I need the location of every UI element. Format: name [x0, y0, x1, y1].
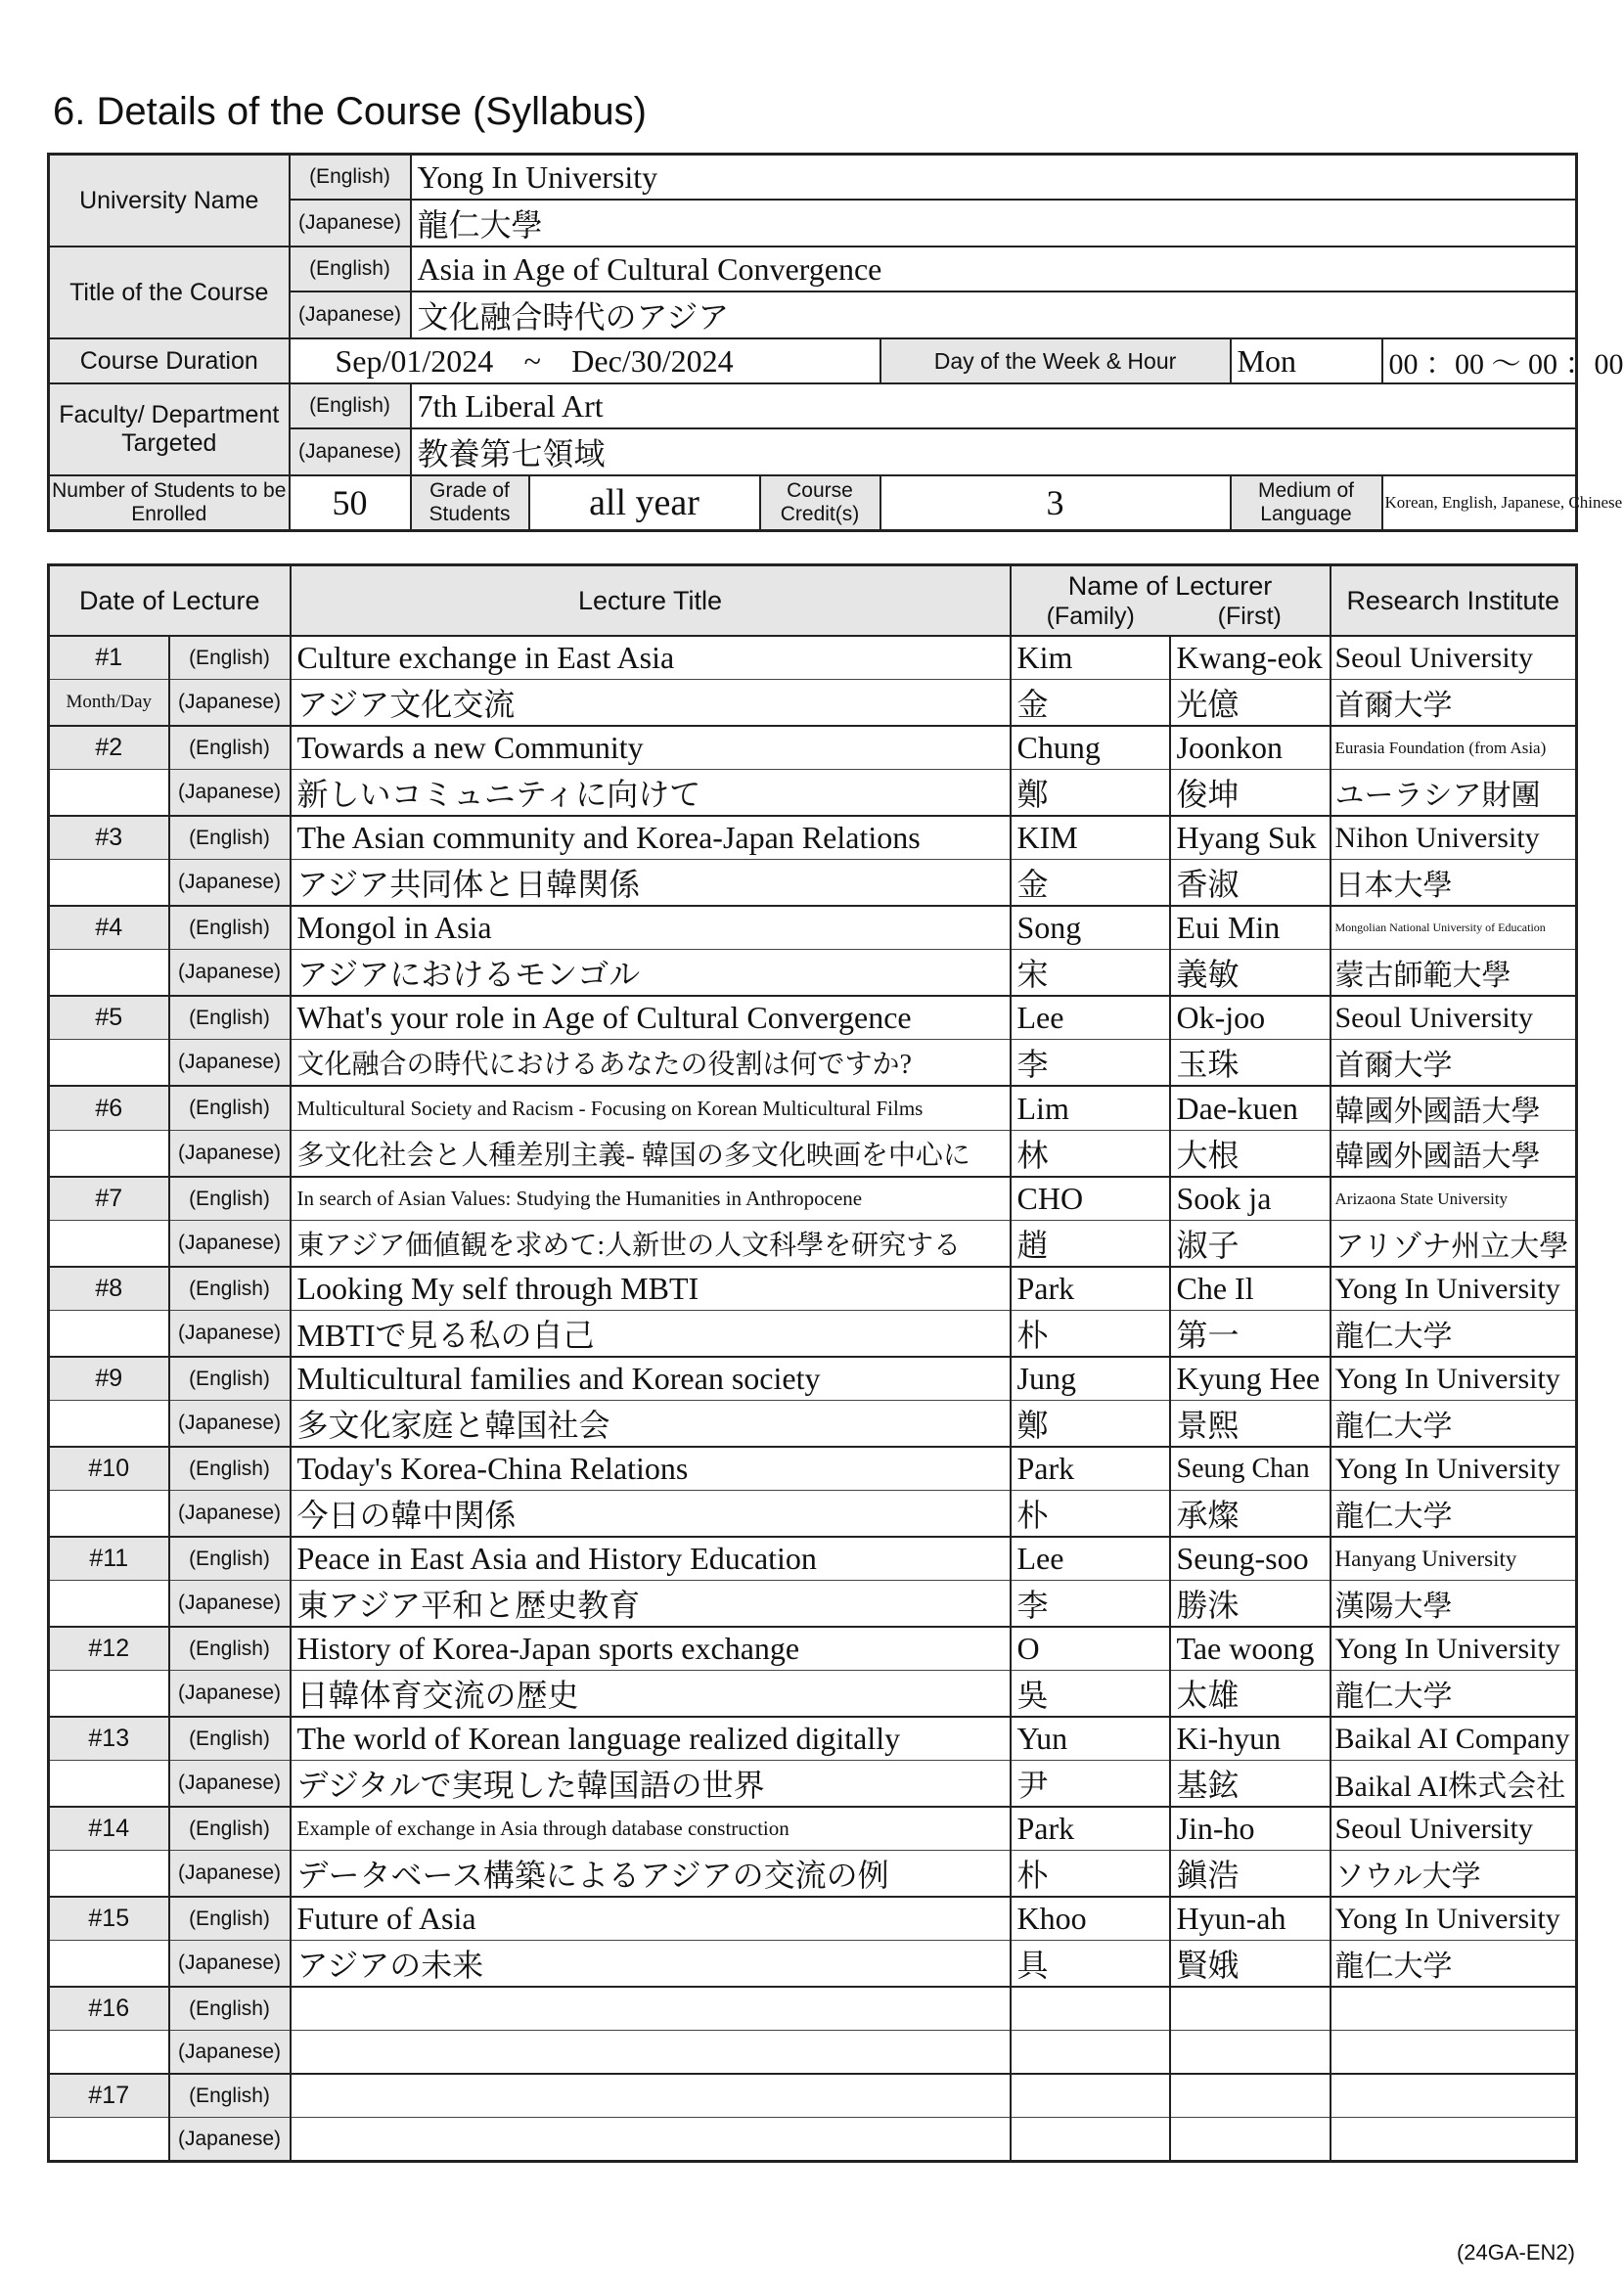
lecture-row-ja — [49, 1040, 1577, 1087]
lecturer-first-en: Hyun-ah — [1170, 1897, 1331, 1941]
english-tag: (English) — [169, 1357, 291, 1401]
lecturer-first-ja: 基鉉 — [1170, 1761, 1331, 1808]
lecturer-name-label: Name of Lecturer — [1067, 570, 1273, 601]
lecture-number: #3 — [49, 816, 169, 860]
lecturer-first-ja — [1170, 2118, 1331, 2162]
lecture-number: #2 — [49, 726, 169, 770]
lecturer-family-ja — [1011, 2118, 1170, 2162]
credits-value: 3 — [880, 475, 1231, 530]
japanese-tag: (Japanese) — [290, 428, 411, 475]
course-duration-label: Course Duration — [49, 338, 290, 383]
lecturer-first-en: Hyang Suk — [1170, 816, 1331, 860]
lecturer-first-en: Seung-soo — [1170, 1537, 1331, 1581]
lecturer-family-en: Park — [1011, 1267, 1170, 1311]
institute-ja: 龍仁大学 — [1331, 1311, 1577, 1358]
lecture-row-en — [49, 1357, 1577, 1401]
institute-en: Eurasia Foundation (from Asia) — [1331, 726, 1577, 770]
month-day-label: Month/Day — [49, 680, 169, 727]
japanese-tag: (Japanese) — [169, 1040, 291, 1087]
lecturer-first-ja: 勝洙 — [1170, 1581, 1331, 1628]
japanese-tag: (Japanese) — [169, 680, 291, 727]
lecture-number: #7 — [49, 1177, 169, 1221]
lecture-number: #8 — [49, 1267, 169, 1311]
lecture-row-en — [49, 996, 1577, 1040]
lecturer-first-ja: 鎭浩 — [1170, 1851, 1331, 1898]
lecturer-family-en: Lee — [1011, 1537, 1170, 1581]
japanese-tag: (Japanese) — [169, 2031, 291, 2075]
english-tag: (English) — [169, 1447, 291, 1491]
lecturer-first-en: Dae-kuen — [1170, 1086, 1331, 1131]
lecturer-family-en: Lim — [1011, 1086, 1170, 1131]
institute-en: Seoul University — [1331, 1807, 1577, 1851]
lecture-title-ja: 今日の韓中関係 — [291, 1491, 1011, 1538]
lecture-row-en — [49, 1627, 1577, 1671]
english-tag: (English) — [169, 1537, 291, 1581]
japanese-tag: (Japanese) — [290, 292, 411, 338]
institute-ja: 龍仁大学 — [1331, 1401, 1577, 1448]
lecture-title-ja — [291, 2118, 1011, 2162]
lecture-date-cell — [49, 1671, 169, 1718]
lecturer-first-en: Ki-hyun — [1170, 1717, 1331, 1761]
lecturer-first-en: Joonkon — [1170, 726, 1331, 770]
lecture-row-en — [49, 1987, 1577, 2031]
lecture-row-ja — [49, 1941, 1577, 1988]
languages-value: Korean, English, Japanese, Chinese — [1382, 475, 1577, 530]
tilde-separator: ~ — [523, 342, 541, 379]
lecture-date-cell — [49, 2118, 169, 2162]
lecture-title-en — [291, 2074, 1011, 2118]
english-tag: (English) — [169, 906, 291, 950]
lecturer-family-ja: 吳 — [1011, 1671, 1170, 1718]
institute-en: Yong In University — [1331, 1357, 1577, 1401]
lecture-title-ja: デジタルで実現した韓国語の世界 — [291, 1761, 1011, 1808]
lecturer-family-en: Khoo — [1011, 1897, 1170, 1941]
english-tag: (English) — [169, 1987, 291, 2031]
institute-en: Nihon University — [1331, 816, 1577, 860]
lecture-row-en — [49, 1177, 1577, 1221]
end-date: Dec/30/2024 — [571, 342, 734, 379]
lecture-date-cell — [49, 1131, 169, 1178]
lecture-row-ja — [49, 860, 1577, 907]
institute-ja: Baikal AI株式会社 — [1331, 1761, 1577, 1808]
english-tag: (English) — [169, 1717, 291, 1761]
lecturer-family-en: KIM — [1011, 816, 1170, 860]
lecture-title-ja — [291, 2031, 1011, 2075]
lecturer-family-en: O — [1011, 1627, 1170, 1671]
faculty-en: 7th Liberal Art — [411, 383, 1577, 428]
japanese-tag: (Japanese) — [169, 1671, 291, 1718]
lecturer-family-en: Jung — [1011, 1357, 1170, 1401]
lecture-date-cell — [49, 1401, 169, 1448]
lecture-title-en: Mongol in Asia — [291, 906, 1011, 950]
institute-en: Seoul University — [1331, 636, 1577, 680]
lecture-number: #10 — [49, 1447, 169, 1491]
english-tag: (English) — [169, 816, 291, 860]
japanese-tag: (Japanese) — [169, 950, 291, 997]
university-name-en: Yong In University — [411, 155, 1577, 201]
lecturer-family-ja: 李 — [1011, 1581, 1170, 1628]
lecture-row-ja — [49, 770, 1577, 817]
credits-label: Course Credit(s) — [760, 475, 880, 530]
lecture-row-ja — [49, 950, 1577, 997]
lecturer-first-en: Kwang-eok — [1170, 636, 1331, 680]
lecture-row-en — [49, 1267, 1577, 1311]
medium-label: Medium of Language — [1231, 475, 1382, 530]
english-tag: (English) — [169, 1807, 291, 1851]
lecture-date-cell — [49, 1311, 169, 1358]
lecturer-family-en: Song — [1011, 906, 1170, 950]
lecturer-family-ja: 宋 — [1011, 950, 1170, 997]
start-date: Sep/01/2024 — [335, 342, 494, 379]
lecture-number: #16 — [49, 1987, 169, 2031]
institute-ja: ソウル大学 — [1331, 1851, 1577, 1898]
lecturer-first-en: Tae woong — [1170, 1627, 1331, 1671]
date-of-lecture-header: Date of Lecture — [49, 565, 291, 637]
lecturer-family-ja: 李 — [1011, 1040, 1170, 1087]
english-tag: (English) — [169, 1897, 291, 1941]
course-title-en: Asia in Age of Cultural Convergence — [411, 247, 1577, 292]
lecture-date-cell — [49, 950, 169, 997]
lecturer-first-en: Jin-ho — [1170, 1807, 1331, 1851]
lecture-title-en: Towards a new Community — [291, 726, 1011, 770]
faculty-ja: 教養第七領域 — [411, 428, 1577, 475]
research-institute-header: Research Institute — [1331, 565, 1577, 637]
japanese-tag: (Japanese) — [169, 1851, 291, 1898]
lecture-row-ja — [49, 1581, 1577, 1628]
lecture-date-cell — [49, 2031, 169, 2075]
num-students-label: Number of Students to be Enrolled — [49, 475, 290, 530]
institute-en: 韓國外國語大學 — [1331, 1086, 1577, 1131]
lecture-title-en — [291, 1987, 1011, 2031]
english-tag: (English) — [169, 1086, 291, 1131]
lecturer-family-en: Park — [1011, 1807, 1170, 1851]
japanese-tag: (Japanese) — [169, 1401, 291, 1448]
lecturer-first-ja: 光億 — [1170, 680, 1331, 727]
lecture-row-ja — [49, 1671, 1577, 1718]
lecture-row-en — [49, 1897, 1577, 1941]
lecture-date-cell — [49, 1581, 169, 1628]
institute-ja: 龍仁大学 — [1331, 1941, 1577, 1988]
lecture-title-en: History of Korea-Japan sports exchange — [291, 1627, 1011, 1671]
lecturer-family-ja: 鄭 — [1011, 1401, 1170, 1448]
course-duration-value — [290, 338, 880, 383]
lecture-title-en: In search of Asian Values: Studying the Humanities in Anthropocene — [291, 1177, 1011, 1221]
lecturer-first-en: Kyung Hee — [1170, 1357, 1331, 1401]
lecture-title-ja: 多文化家庭と韓国社会 — [291, 1401, 1011, 1448]
lecture-row-ja — [49, 1401, 1577, 1448]
lecture-title-en: Future of Asia — [291, 1897, 1011, 1941]
lecture-row-en — [49, 2074, 1577, 2118]
lecture-row-ja — [49, 1491, 1577, 1538]
lecturer-family-ja: 金 — [1011, 680, 1170, 727]
lecture-title-en: Example of exchange in Asia through database construction — [291, 1807, 1011, 1851]
lecturer-family-ja: 朴 — [1011, 1311, 1170, 1358]
day-value: Mon — [1231, 338, 1382, 383]
lecturer-first-en — [1170, 2074, 1331, 2118]
lecture-title-ja: アジアの未来 — [291, 1941, 1011, 1988]
lecturer-family-ja: 趙 — [1011, 1221, 1170, 1268]
lecture-date-cell — [49, 1221, 169, 1268]
first-label: (First) — [1217, 603, 1282, 631]
english-tag: (English) — [169, 1627, 291, 1671]
lecture-title-ja: アジア共同体と日韓関係 — [291, 860, 1011, 907]
lecture-date-cell — [49, 1040, 169, 1087]
lecturer-first-ja: 香淑 — [1170, 860, 1331, 907]
japanese-tag: (Japanese) — [169, 1131, 291, 1178]
lecture-number: #5 — [49, 996, 169, 1040]
lecture-row-en — [49, 1086, 1577, 1131]
lecture-number: #4 — [49, 906, 169, 950]
lecturer-first-en — [1170, 1987, 1331, 2031]
lecture-number: #13 — [49, 1717, 169, 1761]
institute-ja: アリゾナ州立大學 — [1331, 1221, 1577, 1268]
lecture-row-en — [49, 1447, 1577, 1491]
lecture-row-en — [49, 726, 1577, 770]
lecture-row-ja — [49, 1851, 1577, 1898]
lecturer-first-en: Che Il — [1170, 1267, 1331, 1311]
family-label: (Family) — [1046, 603, 1135, 631]
lecturer-first-ja: 太雄 — [1170, 1671, 1331, 1718]
english-tag: (English) — [290, 383, 411, 428]
lecture-title-en: The Asian community and Korea-Japan Relations — [291, 816, 1011, 860]
lecture-number: #15 — [49, 1897, 169, 1941]
course-title-ja: 文化融合時代のアジア — [411, 292, 1577, 338]
lecture-title-ja: MBTIで見る私の自己 — [291, 1311, 1011, 1358]
lecturer-first-ja: 承燦 — [1170, 1491, 1331, 1538]
lecture-row-en — [49, 1537, 1577, 1581]
lecture-row-ja — [49, 1131, 1577, 1178]
lecture-row-en — [49, 1807, 1577, 1851]
lecture-row-ja — [49, 1311, 1577, 1358]
lecturer-first-en: Ok-joo — [1170, 996, 1331, 1040]
lecture-table — [47, 563, 1578, 2163]
institute-ja: 韓國外國語大學 — [1331, 1131, 1577, 1178]
lecture-title-en: Multicultural Society and Racism - Focusing on Korean Multicultural Films — [291, 1086, 1011, 1131]
lecturer-first-ja: 景熙 — [1170, 1401, 1331, 1448]
lecture-title-ja: 文化融合の時代におけるあなたの役割は何ですか? — [291, 1040, 1011, 1087]
institute-en: Yong In University — [1331, 1897, 1577, 1941]
institute-ja: 龍仁大学 — [1331, 1671, 1577, 1718]
lecture-title-en: Culture exchange in East Asia — [291, 636, 1011, 680]
lecturer-family-en: Park — [1011, 1447, 1170, 1491]
japanese-tag: (Japanese) — [169, 1761, 291, 1808]
lecturer-family-en: Lee — [1011, 996, 1170, 1040]
japanese-tag: (Japanese) — [169, 1311, 291, 1358]
num-students-value: 50 — [290, 475, 411, 530]
lecture-number: #9 — [49, 1357, 169, 1401]
lecturer-family-ja: 林 — [1011, 1131, 1170, 1178]
institute-ja: 蒙古師範大學 — [1331, 950, 1577, 997]
institute-ja: 漢陽大學 — [1331, 1581, 1577, 1628]
university-name-ja: 龍仁大學 — [411, 200, 1577, 247]
hours-value: 00 ：00 ～ 00 ：00 — [1382, 338, 1577, 383]
lecturer-first-ja: 義敏 — [1170, 950, 1331, 997]
lecture-title-header: Lecture Title — [291, 565, 1011, 637]
day-hour-label: Day of the Week & Hour — [880, 338, 1231, 383]
japanese-tag: (Japanese) — [169, 1941, 291, 1988]
lecture-date-cell — [49, 1491, 169, 1538]
lecture-number: #11 — [49, 1537, 169, 1581]
japanese-tag: (Japanese) — [169, 2118, 291, 2162]
japanese-tag: (Japanese) — [169, 1491, 291, 1538]
lecturer-family-ja — [1011, 2031, 1170, 2075]
institute-ja — [1331, 2118, 1577, 2162]
page-title: 6. Details of the Course (Syllabus) — [53, 90, 647, 133]
lecture-title-ja: 新しいコミュニティに向けて — [291, 770, 1011, 817]
course-info-table — [47, 153, 1624, 532]
lecturer-name-header — [1011, 565, 1331, 637]
lecturer-first-ja: 第一 — [1170, 1311, 1331, 1358]
lecture-number: #12 — [49, 1627, 169, 1671]
lecture-title-ja: アジア文化交流 — [291, 680, 1011, 727]
institute-ja: 日本大學 — [1331, 860, 1577, 907]
lecturer-family-en: Kim — [1011, 636, 1170, 680]
lecturer-first-ja: 玉珠 — [1170, 1040, 1331, 1087]
lecturer-family-en — [1011, 2074, 1170, 2118]
japanese-tag: (Japanese) — [169, 860, 291, 907]
faculty-label: Faculty/ Department Targeted — [49, 383, 290, 475]
lecturer-family-ja: 具 — [1011, 1941, 1170, 1988]
lecturer-family-ja: 朴 — [1011, 1851, 1170, 1898]
institute-en: Yong In University — [1331, 1627, 1577, 1671]
lecturer-first-ja: 大根 — [1170, 1131, 1331, 1178]
lecture-row-en — [49, 816, 1577, 860]
institute-ja: ユーラシア財團 — [1331, 770, 1577, 817]
english-tag: (English) — [169, 1177, 291, 1221]
lecturer-first-ja: 淑子 — [1170, 1221, 1331, 1268]
lecturer-first-en: Seung Chan — [1170, 1447, 1331, 1491]
lecture-row-ja — [49, 1761, 1577, 1808]
institute-en: Mongolian National University of Education — [1331, 906, 1577, 950]
institute-en — [1331, 2074, 1577, 2118]
lecture-title-en: What's your role in Age of Cultural Convergence — [291, 996, 1011, 1040]
grade-label: Grade of Students — [411, 475, 529, 530]
lecturer-first-en: Sook ja — [1170, 1177, 1331, 1221]
english-tag: (English) — [169, 726, 291, 770]
university-name-label: University Name — [49, 155, 290, 247]
japanese-tag: (Japanese) — [290, 200, 411, 247]
english-tag: (English) — [169, 2074, 291, 2118]
english-tag: (English) — [169, 1267, 291, 1311]
lecturer-subheaders — [1012, 602, 1330, 631]
lecture-row-en — [49, 636, 1577, 680]
lecture-number: #1 — [49, 636, 169, 680]
lecture-row-ja — [49, 2031, 1577, 2075]
institute-ja — [1331, 2031, 1577, 2075]
lecture-date-cell — [49, 1941, 169, 1988]
institute-ja: 首爾大学 — [1331, 680, 1577, 727]
japanese-tag: (Japanese) — [169, 770, 291, 817]
lecture-title-ja: 多文化社会と人種差別主義- 韓国の多文化映画を中心に — [291, 1131, 1011, 1178]
lecturer-first-en: Eui Min — [1170, 906, 1331, 950]
lecture-date-cell — [49, 860, 169, 907]
lecturer-family-en — [1011, 1987, 1170, 2031]
form-code: (24GA-EN2) — [1456, 2240, 1575, 2265]
lecture-title-en: The world of Korean language realized digitally — [291, 1717, 1011, 1761]
lecture-date-cell — [49, 1851, 169, 1898]
lecture-title-ja: 東アジア平和と歴史教育 — [291, 1581, 1011, 1628]
institute-en — [1331, 1987, 1577, 2031]
japanese-tag: (Japanese) — [169, 1581, 291, 1628]
institute-en: Arizaona State University — [1331, 1177, 1577, 1221]
institute-ja: 首爾大学 — [1331, 1040, 1577, 1087]
institute-en: Yong In University — [1331, 1447, 1577, 1491]
japanese-tag: (Japanese) — [169, 1221, 291, 1268]
lecture-number: #6 — [49, 1086, 169, 1131]
lecturer-family-ja: 朴 — [1011, 1491, 1170, 1538]
lecture-title-en: Looking My self through MBTI — [291, 1267, 1011, 1311]
lecture-row-ja — [49, 680, 1577, 727]
lecture-title-ja: アジアにおけるモンゴル — [291, 950, 1011, 997]
lecturer-family-en: Yun — [1011, 1717, 1170, 1761]
lecture-row-ja — [49, 2118, 1577, 2162]
lecturer-family-ja: 尹 — [1011, 1761, 1170, 1808]
lecture-date-cell — [49, 770, 169, 817]
lecturer-first-ja: 賢娥 — [1170, 1941, 1331, 1988]
lecture-date-cell — [49, 1761, 169, 1808]
institute-ja: 龍仁大学 — [1331, 1491, 1577, 1538]
english-tag: (English) — [290, 155, 411, 201]
lecture-row-en — [49, 906, 1577, 950]
institute-en: Hanyang University — [1331, 1537, 1577, 1581]
course-title-label: Title of the Course — [49, 247, 290, 338]
institute-en: Seoul University — [1331, 996, 1577, 1040]
lecture-title-en: Multicultural families and Korean society — [291, 1357, 1011, 1401]
lecture-title-ja: データベース構築によるアジアの交流の例 — [291, 1851, 1011, 1898]
lecture-row-en — [49, 1717, 1577, 1761]
english-tag: (English) — [169, 636, 291, 680]
lecture-title-en: Today's Korea-China Relations — [291, 1447, 1011, 1491]
lecturer-first-ja: 俊坤 — [1170, 770, 1331, 817]
institute-en: Baikal AI Company — [1331, 1717, 1577, 1761]
lecturer-family-ja: 鄭 — [1011, 770, 1170, 817]
institute-en: Yong In University — [1331, 1267, 1577, 1311]
english-tag: (English) — [290, 247, 411, 292]
lecturer-first-ja — [1170, 2031, 1331, 2075]
lecture-number: #14 — [49, 1807, 169, 1851]
lecture-number: #17 — [49, 2074, 169, 2118]
lecture-title-en: Peace in East Asia and History Education — [291, 1537, 1011, 1581]
lecturer-family-en: CHO — [1011, 1177, 1170, 1221]
lecture-title-ja: 東アジア価値観を求めて:人新世の人文科學を研究する — [291, 1221, 1011, 1268]
lecture-title-ja: 日韓体育交流の歴史 — [291, 1671, 1011, 1718]
english-tag: (English) — [169, 996, 291, 1040]
lecture-row-ja — [49, 1221, 1577, 1268]
lecturer-family-en: Chung — [1011, 726, 1170, 770]
grade-value: all year — [529, 475, 760, 530]
lecturer-family-ja: 金 — [1011, 860, 1170, 907]
